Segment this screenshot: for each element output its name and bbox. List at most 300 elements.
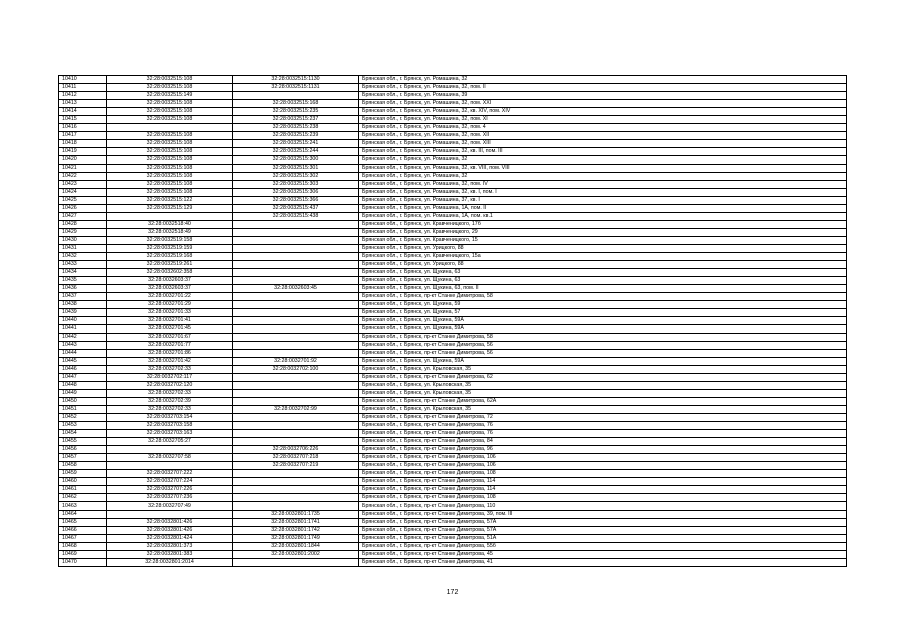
table-row <box>59 446 847 454</box>
parcel-number-cell: 32:28:0032515:108 <box>107 164 233 172</box>
table-row <box>59 558 847 566</box>
object-number-cell <box>233 397 359 405</box>
address-cell: Брянская обл., г. Брянск, пр-кт Станке Димитрова, 110 <box>359 502 847 510</box>
object-number-cell: 32:28:0032515:303 <box>233 180 359 188</box>
row-number-cell: 10452 <box>59 413 107 421</box>
table-row <box>59 373 847 381</box>
row-number-cell: 10429 <box>59 228 107 236</box>
row-number-cell: 10435 <box>59 277 107 285</box>
address-cell: Брянская обл., г. Брянск, ул. Щукина, 59А <box>359 317 847 325</box>
object-number-cell <box>233 244 359 252</box>
table-row <box>59 317 847 325</box>
address-cell: Брянская обл., г. Брянск, ул. Ромашина, 1А, пом. кв.1 <box>359 212 847 220</box>
row-number-cell: 10443 <box>59 341 107 349</box>
parcel-number-cell <box>107 446 233 454</box>
address-cell: Брянская обл., г. Брянск, ул. Ромашина, 32, кв. VIII, пом. VIII <box>359 164 847 172</box>
parcel-number-cell: 32:28:0032515:108 <box>107 84 233 92</box>
table-row <box>59 188 847 196</box>
table-row <box>59 253 847 261</box>
row-number-cell: 10457 <box>59 454 107 462</box>
object-number-cell: 32:28:0032515:302 <box>233 172 359 180</box>
table-row <box>59 100 847 108</box>
address-cell: Брянская обл., г. Брянск, ул. Кравченицкого, 29 <box>359 228 847 236</box>
table-row <box>59 494 847 502</box>
parcel-number-cell: 32:28:0032707:58 <box>107 454 233 462</box>
object-number-cell: 32:28:0032515:366 <box>233 196 359 204</box>
address-cell: Брянская обл., г. Брянск, пр-кт Станке Димитрова, 108 <box>359 494 847 502</box>
object-number-cell <box>233 373 359 381</box>
row-number-cell: 10423 <box>59 180 107 188</box>
row-number-cell: 10460 <box>59 478 107 486</box>
parcel-number-cell: 32:28:0032701:77 <box>107 341 233 349</box>
object-number-cell <box>233 333 359 341</box>
table-row <box>59 325 847 333</box>
parcel-number-cell: 32:28:0032701:22 <box>107 293 233 301</box>
row-number-cell: 10449 <box>59 389 107 397</box>
table-row <box>59 438 847 446</box>
address-cell: Брянская обл., г. Брянск, пр-кт Станке Димитрова, 114 <box>359 478 847 486</box>
row-number-cell: 10467 <box>59 534 107 542</box>
row-number-cell: 10433 <box>59 261 107 269</box>
parcel-number-cell: 32:28:0032515:108 <box>107 100 233 108</box>
address-cell: Брянская обл., г. Брянск, пр-кт Станке Димитрова, 96 <box>359 446 847 454</box>
address-cell: Брянская обл., г. Брянск, ул. Кравченицкого, 15 <box>359 236 847 244</box>
object-number-cell: 32:28:0032801:1735 <box>233 510 359 518</box>
parcel-number-cell: 32:28:0032702:33 <box>107 405 233 413</box>
row-number-cell: 10417 <box>59 132 107 140</box>
row-number-cell: 10463 <box>59 502 107 510</box>
object-number-cell: 32:28:0032515:438 <box>233 212 359 220</box>
address-cell: Брянская обл., г. Брянск, ул. Ромашина, 32, кв. XIV, пом. XIV <box>359 108 847 116</box>
table-row <box>59 534 847 542</box>
address-cell: Брянская обл., г. Брянск, ул. Ромашина, 32 <box>359 156 847 164</box>
row-number-cell: 10446 <box>59 365 107 373</box>
parcel-number-cell: 32:28:0032603:37 <box>107 277 233 285</box>
address-cell: Брянская обл., г. Брянск, ул. Щукина, 63 <box>359 277 847 285</box>
table-row <box>59 365 847 373</box>
parcel-number-cell: 32:28:0032701:29 <box>107 301 233 309</box>
parcel-number-cell: 32:28:0032707:49 <box>107 502 233 510</box>
row-number-cell: 10410 <box>59 76 107 84</box>
object-number-cell <box>233 301 359 309</box>
table-row <box>59 389 847 397</box>
address-cell: Брянская обл., г. Брянск, пр-кт Станке Димитрова, 39, пом. III <box>359 510 847 518</box>
address-cell: Брянская обл., г. Брянск, ул. Кравченицкого, 15а <box>359 253 847 261</box>
object-number-cell <box>233 220 359 228</box>
parcel-number-cell: 32:28:0032801:373 <box>107 542 233 550</box>
table-row <box>59 212 847 220</box>
object-number-cell: 32:28:0032515:1130 <box>233 76 359 84</box>
object-number-cell: 32:28:0032801:1742 <box>233 526 359 534</box>
parcel-number-cell: 32:28:0032801:2014 <box>107 558 233 566</box>
table-row <box>59 132 847 140</box>
address-cell: Брянская обл., г. Брянск, пр-кт Станке Димитрова, 56 <box>359 341 847 349</box>
object-number-cell: 32:28:0032515:241 <box>233 140 359 148</box>
object-number-cell <box>233 293 359 301</box>
table-row <box>59 357 847 365</box>
table-row <box>59 261 847 269</box>
object-number-cell: 32:28:0032801:2002 <box>233 550 359 558</box>
table-row <box>59 422 847 430</box>
address-cell: Брянская обл., г. Брянск, пр-кт Станке Димитрова, 108 <box>359 470 847 478</box>
table-row <box>59 486 847 494</box>
object-number-cell: 32:28:0032706:226 <box>233 446 359 454</box>
row-number-cell: 10445 <box>59 357 107 365</box>
object-number-cell: 32:28:0032515:237 <box>233 116 359 124</box>
table-row <box>59 220 847 228</box>
address-cell: Брянская обл., г. Брянск, ул. Щукина, 57 <box>359 309 847 317</box>
address-cell: Брянская обл., г. Брянск, ул. Щукина, 59А <box>359 357 847 365</box>
parcel-number-cell: 32:28:0032515:108 <box>107 116 233 124</box>
address-cell: Брянская обл., г. Брянск, пр-кт Станке Димитрова, 76 <box>359 430 847 438</box>
table-row <box>59 454 847 462</box>
row-number-cell: 10412 <box>59 92 107 100</box>
parcel-number-cell: 32:28:0032602:358 <box>107 269 233 277</box>
address-cell: Брянская обл., г. Брянск, пр-кт Станке Димитрова, 58 <box>359 293 847 301</box>
parcel-number-cell <box>107 124 233 132</box>
row-number-cell: 10420 <box>59 156 107 164</box>
parcel-number-cell: 32:28:0032702:33 <box>107 389 233 397</box>
parcel-number-cell: 32:28:0032519:158 <box>107 236 233 244</box>
table-row <box>59 550 847 558</box>
table-row <box>59 124 847 132</box>
table-row <box>59 180 847 188</box>
table-row <box>59 309 847 317</box>
object-number-cell <box>233 381 359 389</box>
table-row <box>59 462 847 470</box>
object-number-cell <box>233 253 359 261</box>
parcel-number-cell: 32:28:0032515:108 <box>107 76 233 84</box>
row-number-cell: 10448 <box>59 381 107 389</box>
object-number-cell: 32:28:0032515:235 <box>233 108 359 116</box>
parcel-number-cell: 32:28:0032515:108 <box>107 108 233 116</box>
parcel-number-cell: 32:28:0032701:33 <box>107 309 233 317</box>
table-row <box>59 518 847 526</box>
table-row <box>59 397 847 405</box>
object-number-cell: 32:28:0032707:219 <box>233 462 359 470</box>
address-cell: Брянская обл., г. Брянск, пр-кт Станке Димитрова, 51А <box>359 534 847 542</box>
row-number-cell: 10451 <box>59 405 107 413</box>
parcel-number-cell: 32:28:0032702:117 <box>107 373 233 381</box>
object-number-cell: 32:28:0032603:45 <box>233 285 359 293</box>
address-cell: Брянская обл., г. Брянск, ул. Щукина, 59 <box>359 301 847 309</box>
parcel-number-cell: 32:28:0032519:261 <box>107 261 233 269</box>
object-number-cell: 32:28:0032515:238 <box>233 124 359 132</box>
address-cell: Брянская обл., г. Брянск, пр-кт Станке Димитрова, 58 <box>359 333 847 341</box>
table-row <box>59 526 847 534</box>
table-row <box>59 164 847 172</box>
address-cell: Брянская обл., г. Брянск, пр-кт Станке Димитрова, 114 <box>359 486 847 494</box>
parcel-number-cell: 32:28:0032515:108 <box>107 132 233 140</box>
table-row <box>59 92 847 100</box>
row-number-cell: 10416 <box>59 124 107 132</box>
address-cell: Брянская обл., г. Брянск, ул. Кравченицкого, 17б <box>359 220 847 228</box>
table-row <box>59 156 847 164</box>
address-cell: Брянская обл., г. Брянск, ул. Урицкого, 88 <box>359 261 847 269</box>
table-row <box>59 349 847 357</box>
table-row <box>59 405 847 413</box>
object-number-cell <box>233 486 359 494</box>
parcel-number-cell: 32:28:0032603:37 <box>107 285 233 293</box>
row-number-cell: 10456 <box>59 446 107 454</box>
table-row <box>59 84 847 92</box>
parcel-number-cell: 32:28:0032515:108 <box>107 188 233 196</box>
object-number-cell <box>233 438 359 446</box>
row-number-cell: 10424 <box>59 188 107 196</box>
address-cell: Брянская обл., г. Брянск, ул. Ромашина, 32, пом. IV <box>359 180 847 188</box>
parcel-number-cell: 32:28:0032701:45 <box>107 325 233 333</box>
parcel-number-cell: 32:28:0032707:226 <box>107 486 233 494</box>
table-row <box>59 333 847 341</box>
address-cell: Брянская обл., г. Брянск, ул. Ромашина, 1А, пом. II <box>359 204 847 212</box>
object-number-cell: 32:28:0032515:306 <box>233 188 359 196</box>
address-cell: Брянская обл., г. Брянск, ул. Ромашина, 32, кв. I, пом. I <box>359 188 847 196</box>
table-row <box>59 196 847 204</box>
table-row <box>59 148 847 156</box>
object-number-cell <box>233 430 359 438</box>
address-cell: Брянская обл., г. Брянск, пр-кт Станке Димитрова, 55б <box>359 542 847 550</box>
parcel-number-cell: 32:28:0032703:154 <box>107 413 233 421</box>
row-number-cell: 10461 <box>59 486 107 494</box>
parcel-number-cell: 32:28:0032707:222 <box>107 470 233 478</box>
row-number-cell: 10458 <box>59 462 107 470</box>
object-number-cell: 32:28:0032801:1749 <box>233 534 359 542</box>
row-number-cell: 10425 <box>59 196 107 204</box>
row-number-cell: 10470 <box>59 558 107 566</box>
row-number-cell: 10466 <box>59 526 107 534</box>
address-cell: Брянская обл., г. Брянск, ул. Крыловская, 35 <box>359 365 847 373</box>
row-number-cell: 10468 <box>59 542 107 550</box>
parcel-number-cell: 32:28:0032701:67 <box>107 333 233 341</box>
table-row <box>59 140 847 148</box>
address-cell: Брянская обл., г. Брянск, ул. Крыловская, 35 <box>359 405 847 413</box>
row-number-cell: 10422 <box>59 172 107 180</box>
row-number-cell: 10432 <box>59 253 107 261</box>
object-number-cell: 32:28:0032515:437 <box>233 204 359 212</box>
row-number-cell: 10454 <box>59 430 107 438</box>
parcel-number-cell: 32:28:0032801:426 <box>107 526 233 534</box>
address-cell: Брянская обл., г. Брянск, ул. Урицкого, 88 <box>359 244 847 252</box>
row-number-cell: 10419 <box>59 148 107 156</box>
parcel-number-cell: 32:28:0032515:108 <box>107 180 233 188</box>
address-cell: Брянская обл., г. Брянск, ул. Ромашина, 32, пом. 4 <box>359 124 847 132</box>
address-cell: Брянская обл., г. Брянск, ул. Ромашина, 32 <box>359 172 847 180</box>
object-number-cell <box>233 494 359 502</box>
address-cell: Брянская обл., г. Брянск, ул. Ромашина, 32, кв. III, пом. III <box>359 148 847 156</box>
object-number-cell <box>233 558 359 566</box>
object-number-cell: 32:28:0032515:301 <box>233 164 359 172</box>
object-number-cell: 32:28:0032702:99 <box>233 405 359 413</box>
parcel-number-cell: 32:28:0032702:39 <box>107 397 233 405</box>
address-cell: Брянская обл., г. Брянск, пр-кт Станке Димитрова, 84 <box>359 438 847 446</box>
parcel-number-cell: 32:28:0032519:168 <box>107 253 233 261</box>
address-cell: Брянская обл., г. Брянск, ул. Ромашина, 32, пом. XIII <box>359 140 847 148</box>
parcel-number-cell: 32:28:0032515:108 <box>107 140 233 148</box>
table-row <box>59 341 847 349</box>
parcel-number-cell: 32:28:0032515:149 <box>107 92 233 100</box>
table-row <box>59 470 847 478</box>
address-cell: Брянская обл., г. Брянск, пр-кт Станке Димитрова, 57А <box>359 518 847 526</box>
table-row <box>59 478 847 486</box>
object-number-cell <box>233 341 359 349</box>
address-cell: Брянская обл., г. Брянск, ул. Ромашина, 32 <box>359 76 847 84</box>
parcel-number-cell: 32:28:0032801:424 <box>107 534 233 542</box>
row-number-cell: 10450 <box>59 397 107 405</box>
table-row <box>59 172 847 180</box>
table-row <box>59 293 847 301</box>
table-row <box>59 430 847 438</box>
row-number-cell: 10428 <box>59 220 107 228</box>
row-number-cell: 10436 <box>59 285 107 293</box>
row-number-cell: 10413 <box>59 100 107 108</box>
parcel-number-cell <box>107 510 233 518</box>
object-number-cell <box>233 261 359 269</box>
object-number-cell <box>233 349 359 357</box>
table-row <box>59 76 847 84</box>
page-number: 172 <box>446 589 459 596</box>
address-cell: Брянская обл., г. Брянск, ул. Щукина, 59А <box>359 325 847 333</box>
object-number-cell: 32:28:0032702:100 <box>233 365 359 373</box>
row-number-cell: 10444 <box>59 349 107 357</box>
parcel-number-cell: 32:28:0032701:41 <box>107 317 233 325</box>
object-number-cell: 32:28:0032801:1741 <box>233 518 359 526</box>
row-number-cell: 10464 <box>59 510 107 518</box>
object-number-cell <box>233 389 359 397</box>
address-cell: Брянская обл., г. Брянск, ул. Щукина, 63, пом. II <box>359 285 847 293</box>
row-number-cell: 10469 <box>59 550 107 558</box>
row-number-cell: 10437 <box>59 293 107 301</box>
parcel-number-cell: 32:28:0032515:122 <box>107 196 233 204</box>
table-row <box>59 244 847 252</box>
parcel-number-cell: 32:28:0032515:108 <box>107 156 233 164</box>
row-number-cell: 10439 <box>59 309 107 317</box>
parcel-number-cell: 32:28:0032707:236 <box>107 494 233 502</box>
row-number-cell: 10442 <box>59 333 107 341</box>
parcel-number-cell: 32:28:0032707:224 <box>107 478 233 486</box>
parcel-number-cell: 32:28:0032519:159 <box>107 244 233 252</box>
parcel-number-cell: 32:28:0032515:108 <box>107 148 233 156</box>
row-number-cell: 10431 <box>59 244 107 252</box>
address-cell: Брянская обл., г. Брянск, ул. Ромашина, 32, пом. XXI <box>359 100 847 108</box>
address-cell: Брянская обл., г. Брянск, пр-кт Станке Димитрова, 62 <box>359 373 847 381</box>
row-number-cell: 10411 <box>59 84 107 92</box>
registry-table <box>58 75 847 567</box>
parcel-number-cell: 32:28:0032703:158 <box>107 422 233 430</box>
table-row <box>59 510 847 518</box>
address-cell: Брянская обл., г. Брянск, ул. Крыловская, 35 <box>359 381 847 389</box>
table-row <box>59 277 847 285</box>
address-cell: Брянская обл., г. Брянск, ул. Крыловская, 35 <box>359 389 847 397</box>
address-cell: Брянская обл., г. Брянск, пр-кт Станке Димитрова, 62А <box>359 397 847 405</box>
row-number-cell: 10440 <box>59 317 107 325</box>
object-number-cell <box>233 317 359 325</box>
object-number-cell <box>233 269 359 277</box>
object-number-cell: 32:28:0032515:239 <box>233 132 359 140</box>
table-row <box>59 413 847 421</box>
row-number-cell: 10421 <box>59 164 107 172</box>
row-number-cell: 10415 <box>59 116 107 124</box>
object-number-cell <box>233 92 359 100</box>
object-number-cell: 32:28:0032515:1131 <box>233 84 359 92</box>
object-number-cell <box>233 325 359 333</box>
parcel-number-cell: 32:28:0032703:163 <box>107 430 233 438</box>
object-number-cell <box>233 502 359 510</box>
parcel-number-cell: 32:28:0032518:49 <box>107 228 233 236</box>
address-cell: Брянская обл., г. Брянск, пр-кт Станке Димитрова, 57А <box>359 526 847 534</box>
address-cell: Брянская обл., г. Брянск, ул. Ромашина, 37, кв. I <box>359 196 847 204</box>
address-cell: Брянская обл., г. Брянск, пр-кт Станке Димитрова, 56 <box>359 349 847 357</box>
parcel-number-cell: 32:28:0032702:33 <box>107 365 233 373</box>
row-number-cell: 10455 <box>59 438 107 446</box>
parcel-number-cell <box>107 212 233 220</box>
address-cell: Брянская обл., г. Брянск, пр-кт Станке Димитрова, 45 <box>359 550 847 558</box>
row-number-cell: 10430 <box>59 236 107 244</box>
table-row <box>59 236 847 244</box>
parcel-number-cell: 32:28:0032515:108 <box>107 172 233 180</box>
object-number-cell <box>233 309 359 317</box>
object-number-cell: 32:28:0032801:1844 <box>233 542 359 550</box>
parcel-number-cell: 32:28:0032705:27 <box>107 438 233 446</box>
object-number-cell <box>233 413 359 421</box>
row-number-cell: 10465 <box>59 518 107 526</box>
row-number-cell: 10459 <box>59 470 107 478</box>
table-row <box>59 502 847 510</box>
address-cell: Брянская обл., г. Брянск, пр-кт Станке Димитрова, 76 <box>359 422 847 430</box>
object-number-cell: 32:28:0032515:168 <box>233 100 359 108</box>
row-number-cell: 10427 <box>59 212 107 220</box>
table-row <box>59 228 847 236</box>
table-row <box>59 204 847 212</box>
object-number-cell: 32:28:0032707:218 <box>233 454 359 462</box>
table-row <box>59 108 847 116</box>
object-number-cell <box>233 478 359 486</box>
address-cell: Брянская обл., г. Брянск, ул. Ромашина, 32, пом. II <box>359 84 847 92</box>
object-number-cell <box>233 422 359 430</box>
address-cell: Брянская обл., г. Брянск, пр-кт Станке Димитрова, 106 <box>359 462 847 470</box>
registry-table-body <box>59 76 847 567</box>
object-number-cell <box>233 470 359 478</box>
row-number-cell: 10447 <box>59 373 107 381</box>
object-number-cell <box>233 236 359 244</box>
object-number-cell <box>233 277 359 285</box>
parcel-number-cell: 32:28:0032701:42 <box>107 357 233 365</box>
address-cell: Брянская обл., г. Брянск, пр-кт Станке Димитрова, 72 <box>359 413 847 421</box>
table-row <box>59 269 847 277</box>
table-row <box>59 301 847 309</box>
object-number-cell: 32:28:0032701:92 <box>233 357 359 365</box>
parcel-number-cell <box>107 462 233 470</box>
table-row <box>59 542 847 550</box>
parcel-number-cell: 32:28:0032515:129 <box>107 204 233 212</box>
address-cell: Брянская обл., г. Брянск, ул. Ромашина, 32, пом. XI <box>359 116 847 124</box>
parcel-number-cell: 32:28:0032518:40 <box>107 220 233 228</box>
parcel-number-cell: 32:28:0032801:426 <box>107 518 233 526</box>
address-cell: Брянская обл., г. Брянск, ул. Щукина, 63 <box>359 269 847 277</box>
table-row <box>59 116 847 124</box>
row-number-cell: 10441 <box>59 325 107 333</box>
object-number-cell: 32:28:0032515:244 <box>233 148 359 156</box>
row-number-cell: 10434 <box>59 269 107 277</box>
address-cell: Брянская обл., г. Брянск, пр-кт Станке Димитрова, 106 <box>359 454 847 462</box>
parcel-number-cell: 32:28:0032701:86 <box>107 349 233 357</box>
row-number-cell: 10426 <box>59 204 107 212</box>
address-cell: Брянская обл., г. Брянск, ул. Ромашина, 32, пом. XII <box>359 132 847 140</box>
object-number-cell: 32:28:0032515:300 <box>233 156 359 164</box>
parcel-number-cell: 32:28:0032702:120 <box>107 381 233 389</box>
row-number-cell: 10414 <box>59 108 107 116</box>
object-number-cell <box>233 228 359 236</box>
table-row <box>59 381 847 389</box>
